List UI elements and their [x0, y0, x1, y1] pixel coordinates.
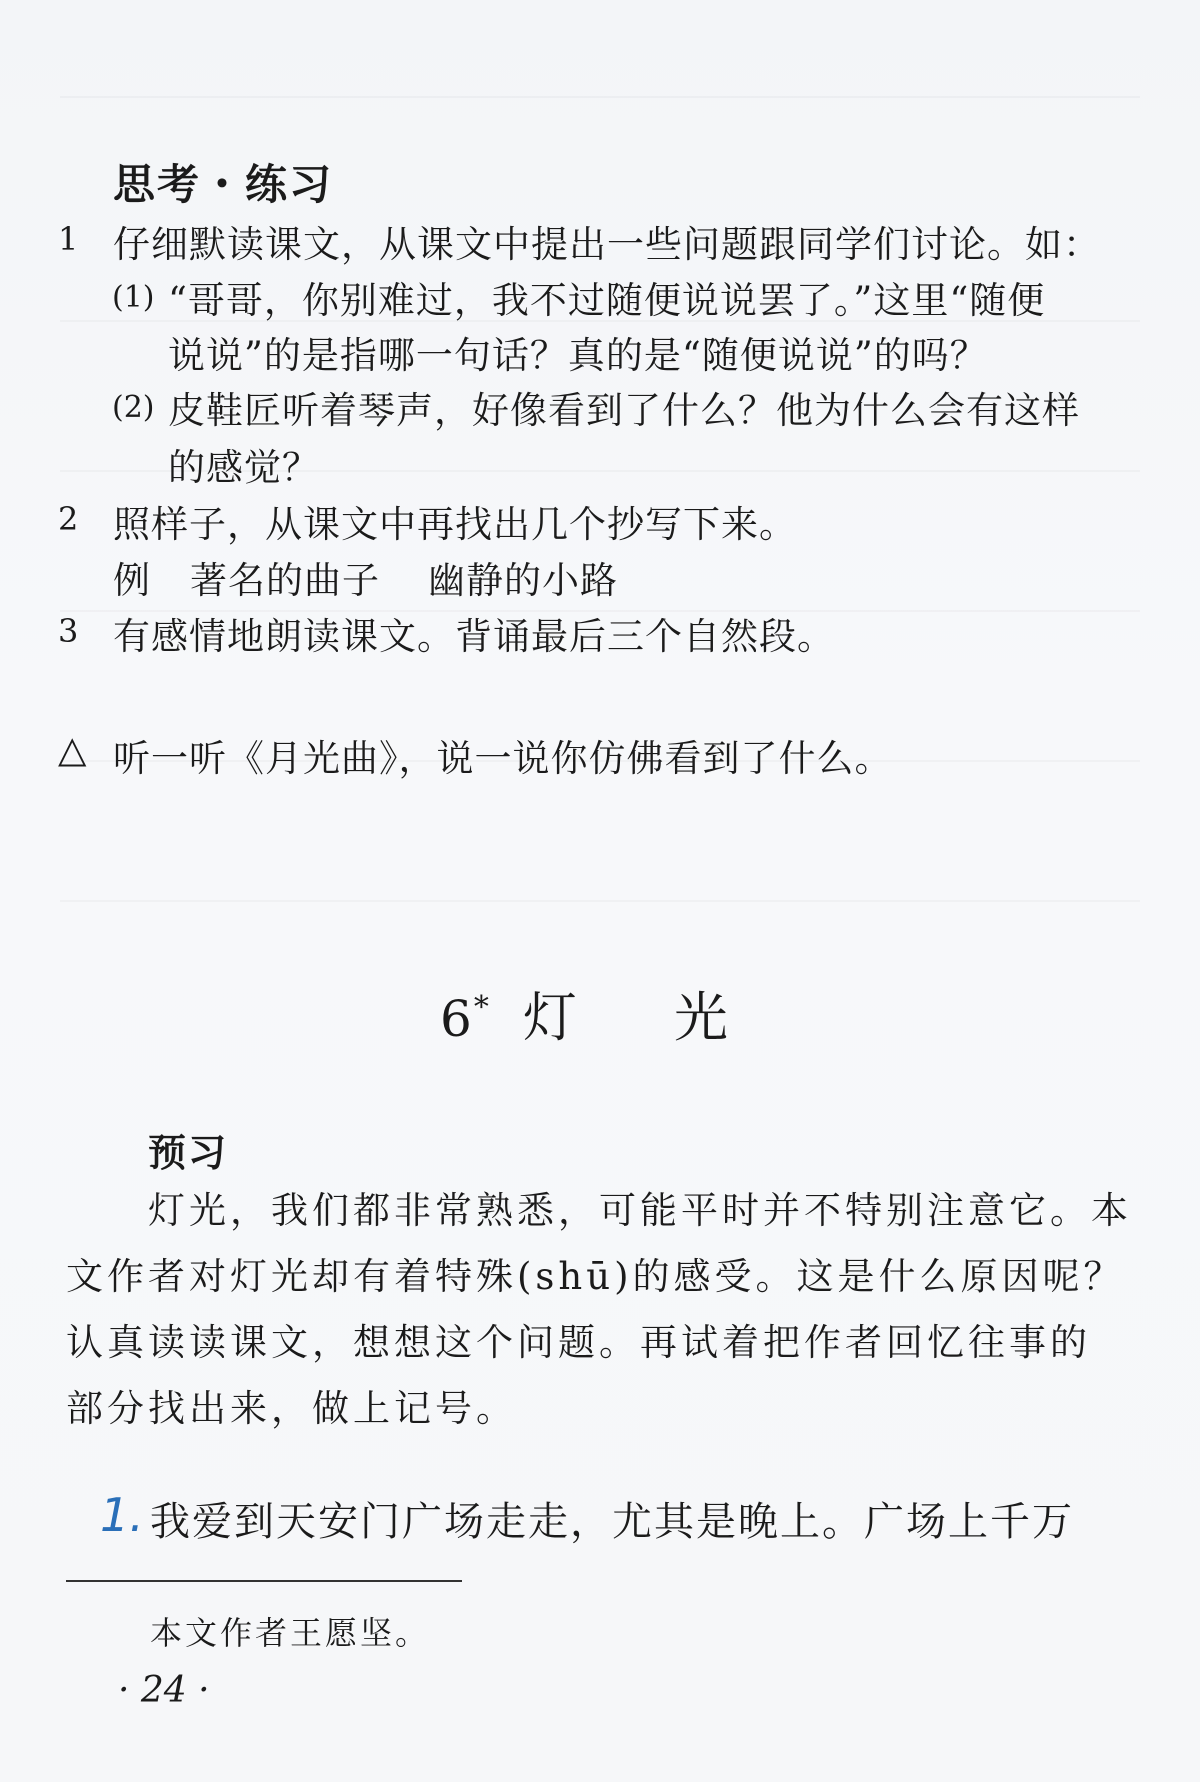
- preview-line-1: 灯光，我们都非常熟悉，可能平时并不特别注意它。本: [148, 1189, 1132, 1232]
- example-phrase-1: 著名的曲子: [190, 559, 380, 602]
- exercise-section-title: 思考・练习: [113, 160, 334, 209]
- footnote-divider: [66, 1580, 462, 1582]
- exercise-item-1-text: 仔细默读课文，从课文中提出一些问题跟同学们讨论。如：: [113, 223, 1101, 266]
- preview-line-3: 认真读读课文，想想这个问题。再试着把作者回忆往事的: [66, 1321, 1091, 1364]
- example-label: 例: [113, 559, 151, 602]
- sub-question-1-line-1: “哥哥，你别难过，我不过随便说说罢了。”这里“随便: [168, 279, 1046, 322]
- exercise-item-number-3: 3: [58, 612, 79, 650]
- sub-question-2-line-2: 的感觉？: [168, 446, 320, 489]
- exercise-item-3-text: 有感情地朗读课文。背诵最后三个自然段。: [113, 615, 835, 658]
- optional-lesson-star: *: [473, 990, 491, 1025]
- preview-line-4: 部分找出来，做上记号。: [66, 1387, 517, 1430]
- lesson-heading: [440, 975, 768, 1052]
- sub-question-mark-2: (2): [112, 390, 155, 425]
- exercise-item-number-1: 1: [58, 220, 79, 258]
- exercise-item-number-2: 2: [58, 500, 79, 538]
- example-phrase-2: 幽静的小路: [428, 559, 618, 602]
- preview-line-2: 文作者对灯光却有着特殊(shū)的感受。这是什么原因呢？: [66, 1255, 1125, 1298]
- footnote: 本文作者王愿坚。: [150, 1614, 431, 1652]
- sub-question-1-line-2: 说说”的是指哪一句话？真的是“随便说说”的吗？: [168, 334, 988, 377]
- handwritten-paragraph-mark: 1.: [100, 1488, 144, 1542]
- page-number: · 24 ·: [118, 1670, 210, 1711]
- triangle-icon: △: [58, 728, 88, 771]
- lesson-number: 6: [440, 990, 474, 1048]
- lesson-title: 灯 光: [522, 986, 768, 1049]
- sub-question-2-line-1: 皮鞋匠听着琴声，好像看到了什么？他为什么会有这样: [168, 389, 1080, 432]
- extra-activity-text: 听一听《月光曲》，说一说你仿佛看到了什么。: [113, 737, 893, 780]
- body-first-line: 我爱到天安门广场走走，尤其是晚上。广场上千万: [150, 1499, 1074, 1545]
- sub-question-mark-1: (1): [112, 280, 155, 315]
- preview-label: 预习: [148, 1131, 229, 1175]
- exercise-item-2-text: 照样子，从课文中再找出几个抄写下来。: [113, 503, 797, 546]
